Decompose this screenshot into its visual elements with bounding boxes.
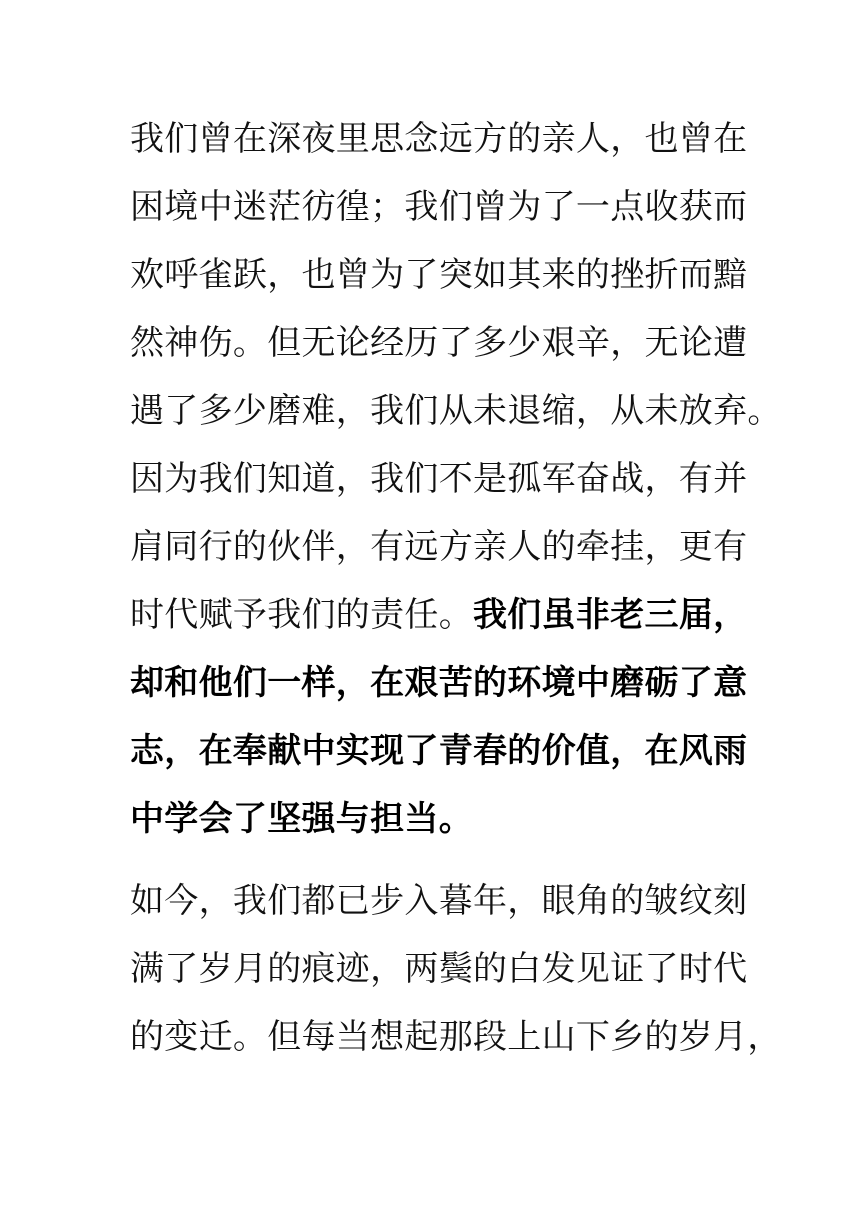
- text-line: 欢呼雀跃，也曾为了突如其来的挫折而黯: [130, 255, 748, 295]
- bold-text-line: 却和他们一样，在艰苦的环境中磨砺了意: [130, 663, 748, 703]
- text-line: 如今，我们都已步入暮年，眼角的皱纹刻: [130, 881, 748, 921]
- text-line: 困境中迷茫彷徨；我们曾为了一点收获而: [130, 187, 748, 227]
- bold-text-line: 中学会了坚强与担当。: [130, 799, 473, 839]
- normal-text-segment: 时代赋予我们的责任。: [130, 595, 473, 635]
- bold-text-line: 志，在奉献中实现了青春的价值，在风雨: [130, 731, 748, 771]
- text-line: 然神伤。但无论经历了多少艰辛，无论遭: [130, 323, 748, 363]
- bold-text-segment: 我们虽非老三届，: [473, 595, 748, 635]
- paragraph-1: [130, 105, 782, 853]
- text-line: 肩同行的伙伴，有远方亲人的牵挂，更有: [130, 527, 748, 567]
- text-line: 满了岁月的痕迹，两鬓的白发见证了时代: [130, 949, 748, 989]
- text-line: 遇了多少磨难，我们从未退缩，从未放弃。: [130, 391, 782, 431]
- document-page: [130, 105, 782, 1071]
- paragraph-2: [130, 867, 782, 1071]
- text-line: 因为我们知道，我们不是孤军奋战，有并: [130, 459, 748, 499]
- paragraph-spacer: [130, 853, 732, 867]
- text-line: 我们曾在深夜里思念远方的亲人，也曾在: [130, 119, 748, 159]
- text-line-mixed: [130, 581, 748, 649]
- text-line: 的变迁。但每当想起那段上山下乡的岁月，: [130, 1017, 782, 1057]
